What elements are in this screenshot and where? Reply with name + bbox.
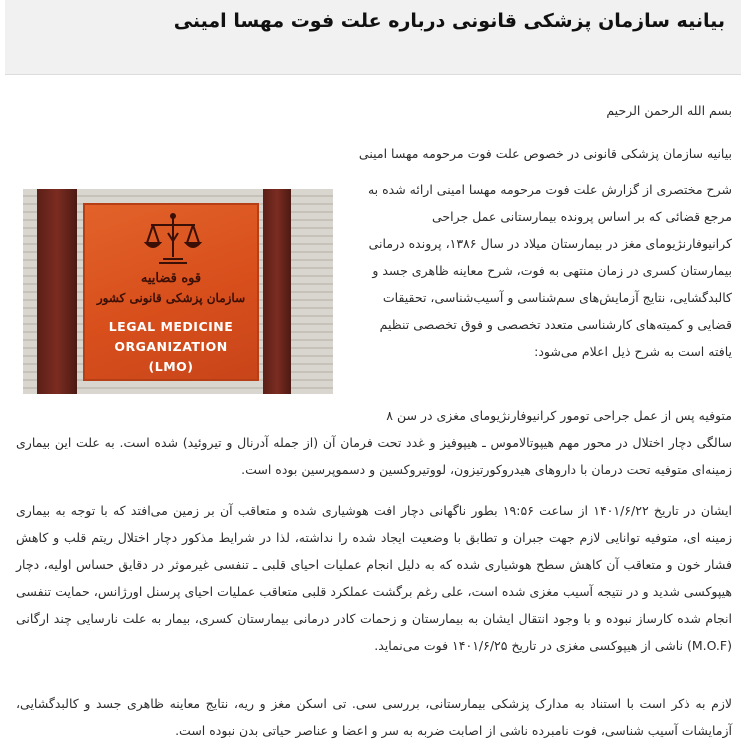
paragraph-line: یافته است به شرح ذیل اعلام می‌شود: [534, 344, 732, 359]
wall-siding-right [291, 189, 333, 394]
wall-siding-left [23, 189, 37, 394]
paragraph-conclusion: لازم به ذکر است با استناد به مدارک پزشکی بیمارستانی، بررسی سی. تی اسکن مغز و ریه، نتایج معاینه ظاهری جسد و کالبدگشایی، آزمایشات آسیب شناسی، فوت نامبرده ناشی از اصابت ضربه به سر و اعضا و عناصر حیاتی بدن نبوده است. [16, 696, 732, 738]
lmo-sign [83, 203, 259, 381]
scales-of-justice-icon [143, 211, 203, 269]
sign-judiciary-text: قوه قضاییه [140, 271, 202, 286]
paragraph-line: قضایی و کمیته‌های کارشناسی متعدد تخصصی و فوق تخصصی تنظیم [379, 317, 732, 332]
title-bar [5, 0, 741, 75]
paragraph-line: کرانیوفارنژیومای مغز در بیمارستان میلاد در سال ۱۳۸۶، پرونده درمانی [368, 236, 732, 251]
article-title: بیانیه سازمان پزشکی قانونی درباره علت فوت مهسا امینی [173, 10, 725, 32]
paragraph-line: بیمارستان کسری در زمان منتهی به فوت، شرح معاینه ظاهری جسد و [372, 263, 732, 278]
sign-english-line2: ORGANIZATION [114, 339, 228, 354]
paragraph-line: مرجع قضائی که بر اساس پرونده بیمارستانی عمل جراحی [432, 209, 732, 224]
lmo-building-photo [23, 189, 333, 394]
pillar-right [263, 189, 291, 394]
basmala: بسم الله الرحمن الرحیم [606, 103, 732, 118]
paragraph-incident: ایشان در تاریخ ۱۴۰۱/۶/۲۲ از ساعت ۱۹:۵۶ بطور ناگهانی دچار افت هوشیاری شده و متعاقب آن بر زمین می‌افتد که با توجه به بیماری زمینه ای، متوفیه توانایی لازم جهت جبران و تطابق با وضعیت ایجاد شده را نداشته، لذا در شرایط مذکور دچار اختلال ریتم قلب و کاهش فشار خون و متعاقب آن کاهش سطح هوشیاری شده که به دلیل انجام عملیات احیای قلبی ـ تنفسی غیرموثر در دقایق حساس اولیه، دچار هیپوکسی شدید و در نتیجه آسیب مغزی شده است، علی رغم برگشت عملکرد قلبی متعاقب عملیات احیای پرسنل اورژانس، حمایت تنفسی انجام شده کارساز نبوده و با وجود انتقال ایشان به بیمارستان و زحمات کادر درمانی بیمارستان کسری، بیمار به علت نارسایی چند ارگانی (M.O.F) ناشی از هیپوکسی مغزی در تاریخ ۱۴۰۱/۶/۲۵ فوت می‌نماید. [16, 503, 732, 653]
article-subtitle: بیانیه سازمان پزشکی قانونی در خصوص علت فوت مرحومه مهسا امینی [358, 146, 732, 161]
pillar-left [37, 189, 77, 394]
sign-lmo-persian-text: سازمان پزشکی قانونی کشور [96, 291, 246, 305]
paragraph-medical-history: سالگی دچار اختلال در محور مهم هیپوتالاموس ـ هیپوفیز و غدد تحت فرمان آن (از جمله آدرنال و تیروئید) شده است. به علت این بیماری زمینه‌ای متوفیه تحت درمان با داروهای هیدروکورتیزون، لووتیروکسین و دسموپرسین بوده است. [16, 435, 732, 477]
paragraph-line: شرح مختصری از گزارش علت فوت مرحومه مهسا امینی ارائه شده به [367, 182, 732, 197]
sign-english-line3: (LMO) [148, 359, 194, 374]
paragraph-line: کالبدگشایی، نتایج آزمایش‌های سم‌شناسی و آسیب‌شناسی، تحقیقات [382, 290, 732, 305]
sign-english-line1: LEGAL MEDICINE [108, 319, 234, 334]
paragraph-medical-history-first: متوفیه پس از عمل جراحی تومور کرانیوفارنژیومای مغزی در سن ۸ [386, 408, 732, 423]
